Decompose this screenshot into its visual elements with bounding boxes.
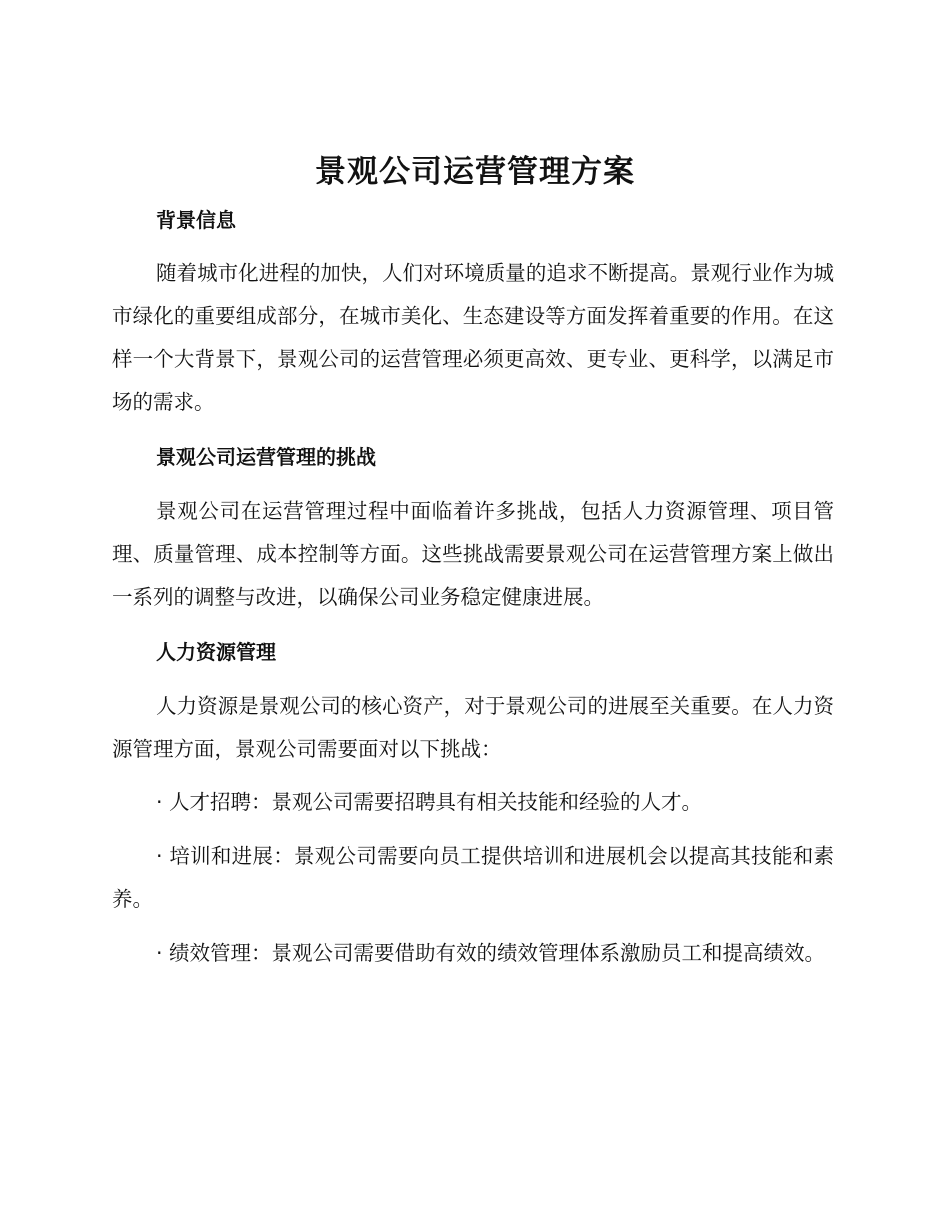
paragraph-hr-intro: 人力资源是景观公司的核心资产，对于景观公司的进展至关重要。在人力资源管理方面，景观公司需要面对以下挑战： <box>112 694 834 761</box>
paragraph-background: 随着城市化进程的加快，人们对环境质量的追求不断提高。景观行业作为城市绿化的重要组成部分，在城市美化、生态建设等方面发挥着重要的作用。在这样一个大背景下，景观公司的运营管理必须更高效、更专业、更科学，以满足市场的需求。 <box>112 261 834 414</box>
section-heading-challenges: 景观公司运营管理的挑战 <box>156 445 376 469</box>
list-item-training: · 培训和进展：景观公司需要向员工提供培训和进展机会以提高其技能和素养。 <box>112 844 834 911</box>
list-item-recruitment: · 人才招聘：景观公司需要招聘具有相关技能和经验的人才。 <box>156 790 703 814</box>
section-heading-background: 背景信息 <box>156 208 236 232</box>
paragraph-challenges: 景观公司在运营管理过程中面临着许多挑战，包括人力资源管理、项目管理、质量管理、成本控制等方面。这些挑战需要景观公司在运营管理方案上做出一系列的调整与改进，以确保公司业务稳定健康进展。 <box>112 499 834 609</box>
section-heading-hr: 人力资源管理 <box>156 640 276 664</box>
list-item-performance: · 绩效管理：景观公司需要借助有效的绩效管理体系激励员工和提高绩效。 <box>156 941 826 965</box>
document-title: 景观公司运营管理方案 <box>315 154 635 190</box>
